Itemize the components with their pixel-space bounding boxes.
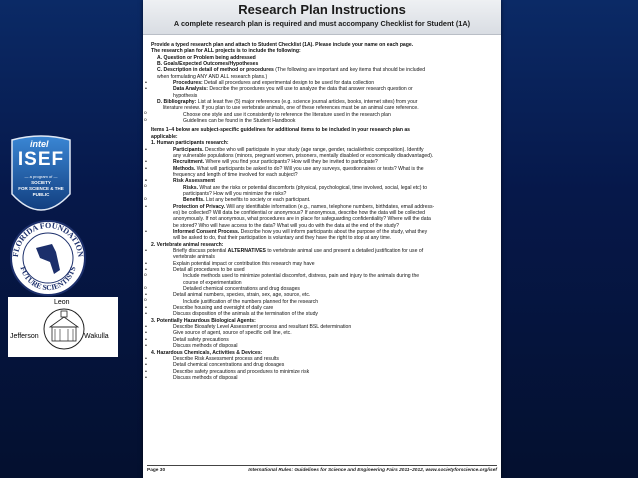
- item-b: B. Goals/Expected Outcomes/Hypotheses: [157, 61, 259, 68]
- s1-risks: [151, 185, 494, 191]
- page-subtitle: A complete research plan is required and must accompany Checklist for Student (1A): [173, 19, 471, 28]
- item-c-heading: C. Description in detail of method or procedures: [157, 67, 274, 74]
- s2-animal-numbers: • Detail animal numbers, species, strain, sex, age, source, etc.: [151, 292, 494, 298]
- s2-animal-numbers-sub: o Include justification of the numbers planned for the research: [151, 299, 494, 305]
- isef-org-line3: PUBLIC: [32, 192, 50, 197]
- procedures-text: Detail all procedures and experimental design to be used for data collection: [202, 80, 375, 87]
- footer-page-number: Page 30: [147, 468, 166, 473]
- isef-logo: [8, 134, 74, 222]
- s1-participants-label: Participants.: [173, 146, 204, 153]
- isef-program-text: — a program of —: [24, 174, 58, 179]
- footer-source: International Rules: Guidelines for Science and Engineering Fairs 2011–2012, www.societyforscience.org/isef: [248, 468, 497, 473]
- procedures-label: Procedures:: [173, 80, 203, 87]
- s1-recruitment-label: Recruitment.: [173, 159, 205, 166]
- s2-alt-c: to vertebrate animal use and present a detailed justification for use of: [265, 248, 424, 254]
- bibliography-sub-2: o Guidelines can be found in the Student Handbook: [151, 118, 494, 124]
- s2-alt-b: ALTERNATIVES: [227, 248, 266, 254]
- s1-consent-line2: will be asked to do, that their participation is voluntary and they have the right to stop at any time.: [173, 235, 392, 242]
- s1-privacy-line4: be stored? Who will have access to the data? What will you do with the data at the end of the study?: [173, 222, 399, 229]
- s1-risks-text: What are the risks or potential discomforts (physical, psychological, time involved, social, legal etc) to: [198, 184, 428, 191]
- s1-participants-text: Describe who will participate in your study (age range, gender, racial/ethnic composition). Identify: [203, 146, 424, 153]
- item-a: A. Question or Problem being addressed: [157, 54, 256, 61]
- document-page: [143, 0, 501, 478]
- s1-methods: [151, 166, 494, 172]
- s1-risks-label: Risks.: [183, 184, 199, 191]
- county-jefferson-label: Jefferson: [10, 333, 39, 340]
- data-analysis-line2: hypothesis: [173, 92, 198, 99]
- isef-org-line1: SOCIETY: [31, 180, 51, 185]
- page-footer: [147, 465, 497, 473]
- section-3-heading: 3. Potentially Hazardous Biological Agents:: [151, 317, 256, 324]
- title-band: [143, 0, 501, 35]
- s3-item-2: • Give source of agent, source of specific cell line, etc.: [151, 330, 494, 336]
- s2-alt-a: Briefly discuss potential: [173, 248, 228, 254]
- s1-consent-text: Describe how you will inform participants about the purpose of the study, what they: [239, 228, 428, 235]
- svg-text:FLORIDA FOUNDATION: FLORIDA FOUNDATION: [10, 220, 86, 258]
- item-c-line2: when formulating ANY AND ALL research plans.): [157, 73, 268, 80]
- s2-impact: • Explain potential impact or contribution this research may have: [151, 261, 494, 267]
- bibliography-line2: literature review. If you plan to use vertebrate animals, one of these references must be an animal care reference.: [163, 105, 419, 112]
- intro-line-1: Provide a typed research plan and attach to Student Checklist (1A). Please include your name on each page.: [151, 42, 414, 48]
- data-analysis-label: Data Analysis:: [173, 86, 208, 93]
- s1-methods-label: Methods.: [173, 165, 196, 172]
- s1-methods-text: What will participants be asked to do? Will you use any surveys, questionnaires or tests? What is the: [195, 165, 424, 172]
- s1-benefits-label: Benefits.: [183, 197, 205, 204]
- items-intro-1: Items 1–4 below are subject-specific guidelines for additional items to be included in your research plan as: [151, 127, 411, 134]
- s4-item-2: • Detail chemical concentrations and drug dosages: [151, 362, 494, 368]
- s1-privacy-line3: anonymously. If not anonymous, what procedures are in place for safeguarding confidentiality? Where will the data: [173, 216, 431, 223]
- item-c-note: (The following are important and key items that should be included: [273, 67, 426, 74]
- s1-privacy-label: Protection of Privacy.: [173, 203, 225, 210]
- intro-line-2: The research plan for ALL projects is to include the following:: [151, 48, 301, 55]
- document-body: [151, 42, 494, 381]
- s1-risks-line2: participants? How will you minimize the risks?: [183, 190, 287, 197]
- s2-disposition: • Discuss disposition of the animals at the termination of the study: [151, 311, 494, 317]
- s1-participants: [151, 147, 494, 153]
- bibliography-sub-1: o Choose one style and use it consistently to reference the literature used in the research plan: [151, 112, 494, 118]
- s1-consent-label: Informed Consent Process.: [173, 228, 240, 235]
- s3-item-3: • Detail safety precautions: [151, 337, 494, 343]
- county-wakulla-label: Wakulla: [84, 333, 109, 340]
- s2-procedures-sub-1-line2: course of experimentation: [183, 279, 242, 286]
- s1-privacy-line2: es) be collected? Will data be confidential or anonymous? If anonymous, describe how the data will be collected: [173, 209, 426, 216]
- isef-org-line2: FOR SCIENCE & THE: [18, 186, 64, 191]
- items-intro-2: applicable:: [151, 133, 178, 140]
- s2-alternatives-line2: vertebrate animals: [173, 254, 215, 261]
- section-2-heading: 2. Vertebrate animal research:: [151, 241, 224, 248]
- page-title: Research Plan Instructions: [238, 2, 406, 17]
- s4-item-4: • Discuss methods of disposal: [151, 375, 494, 381]
- s2-procedures: • Detail all procedures to be used: [151, 267, 494, 273]
- county-leon-label: Leon: [54, 299, 70, 306]
- s4-item-1: • Describe Risk Assessment process and results: [151, 356, 494, 362]
- s1-risk-assessment: • Risk Assessment: [151, 178, 494, 184]
- s3-item-4: • Discuss methods of disposal: [151, 343, 494, 349]
- bibliography-text: List at least five (5) major references (e.g. science journal articles, books, internet sites) from your: [196, 99, 418, 106]
- s1-consent: [151, 229, 494, 235]
- item-c-data-analysis: [151, 86, 494, 92]
- s3-item-1: • Describe Biosafety Level Assessment process and resultant BSL determination: [151, 324, 494, 330]
- s1-privacy: [151, 204, 494, 210]
- s2-housing: • Describe housing and oversight of daily care: [151, 305, 494, 311]
- s2-alternatives: [151, 248, 494, 254]
- s1-privacy-text: Will any identifiable information (e.g., names, telephone numbers, birthdates, email address-: [225, 203, 435, 210]
- isef-name-text: ISEF: [17, 149, 65, 170]
- s1-methods-line2: frequency and length of time involved for each subject?: [173, 171, 298, 178]
- isef-intel-text: intel: [30, 139, 49, 149]
- section-1-heading: 1. Human participants research:: [151, 140, 229, 147]
- s1-benefits-text: List any benefits to society or each participant.: [204, 197, 311, 204]
- florida-foundation-seal: [6, 218, 90, 298]
- s2-procedures-sub-2: o Detailed chemical concentrations and drug dosages: [151, 286, 494, 292]
- s4-item-3: • Describe safety precautions and procedures to minimize risk: [151, 369, 494, 375]
- s1-recruitment-text: Where will you find your participants? How will they be invited to participate?: [204, 159, 378, 166]
- svg-text:FUTURE SCIENTISTS: FUTURE SCIENTISTS: [18, 265, 78, 293]
- s2-procedures-sub-1: o Include methods used to minimize potential discomfort, distress, pain and injury to the animals during the: [151, 273, 494, 279]
- data-analysis-text: Describe the procedures you will use to analyze the data that answer research question or: [207, 86, 413, 93]
- bibliography-label: D. Bibliography:: [157, 99, 197, 106]
- s1-participants-line2: any vulnerable populations (minors, pregnant women, prisoners, mentally disabled or economically disadvantaged).: [173, 152, 434, 159]
- section-4-heading: 4. Hazardous Chemicals, Activities & Devices:: [151, 349, 263, 356]
- county-logo: [8, 297, 118, 357]
